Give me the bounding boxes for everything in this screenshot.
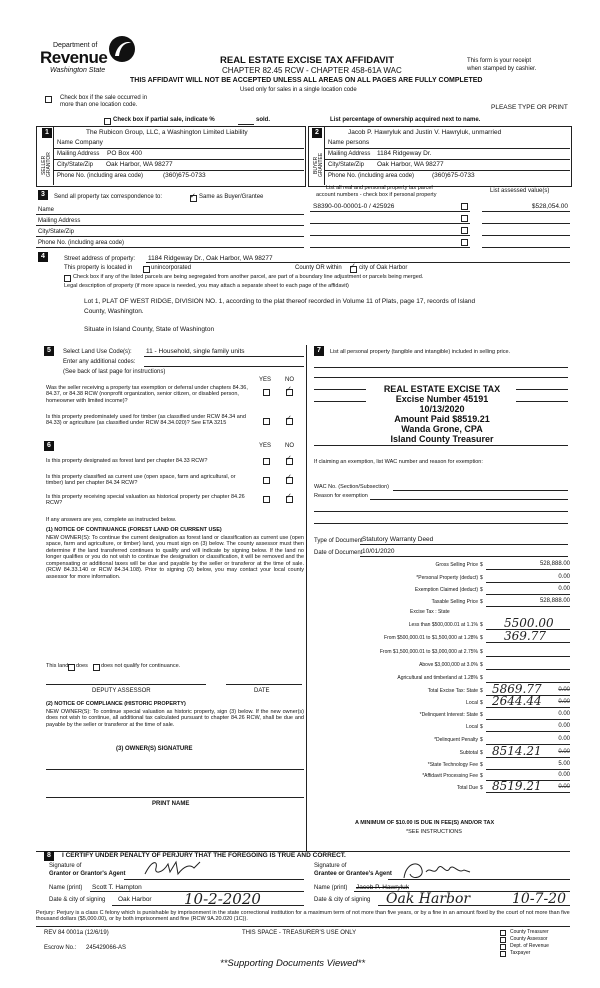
additional-codes-label: Enter any additional codes: <box>63 359 136 365</box>
calc-row-value[interactable]: 0.00 <box>558 699 570 705</box>
corr-city-label: City/State/Zip <box>38 229 75 235</box>
calc-row-label: Subtotal <box>459 750 478 756</box>
calc-row-dollar: $ <box>480 785 483 791</box>
s5-yes-header: YES <box>259 377 272 383</box>
calc-row-value[interactable]: 0.00 <box>558 711 570 717</box>
parcel-personal-checkbox-3[interactable] <box>461 227 468 234</box>
same-as-checkmark-icon: ✓ <box>190 193 196 200</box>
corr-mailing-label: Mailing Address <box>38 218 81 224</box>
personal-property-label: List all personal property (tangible and intangible) included in selling price. <box>330 349 511 355</box>
calc-row-handwritten-value[interactable]: 8514.21 <box>492 744 542 758</box>
s5-q2-no-checkmark-icon: ✓ <box>286 415 292 422</box>
receipt-note-1: This form is your receipt <box>467 58 532 64</box>
stamp-line-2: Excise Number 45191 <box>395 394 489 404</box>
located-label: This property is located in <box>64 265 133 271</box>
s6-q1-no-checkmark-icon: ✓ <box>286 455 292 462</box>
s5-question-1: Was the seller receiving a property tax exemption or deferral under chapters 84.36, 84.37, or 84.38 RCW (nonprofit organization, senior citizen, or disabled person, homeowner with limited income)? <box>46 385 248 404</box>
s5-q1-no-checkmark-icon: ✓ <box>286 386 292 393</box>
calc-row-handwritten-value[interactable]: 5869.77 <box>492 682 542 696</box>
certify-statement: I CERTIFY UNDER PENALTY OF PERJURY THAT THE FOREGOING IS TRUE AND CORRECT. <box>62 852 346 859</box>
grantor-date-place-label: Date & city of signing <box>49 897 106 903</box>
calc-row-label: Less than $500,000.01 at 1.1% <box>408 622 478 628</box>
buyer-names: Jacob P. Hawryluk and Justin V. Hawryluk, unmarried <box>348 129 502 136</box>
calc-row-value[interactable]: 0.00 <box>558 772 570 778</box>
distribution-checkbox[interactable] <box>500 937 506 943</box>
calc-row-value[interactable]: 528,888.00 <box>539 598 570 604</box>
calc-row-value[interactable]: 5.00 <box>558 761 570 767</box>
logo-line3: Washington State <box>50 67 106 74</box>
legal-line-3: Situate in Island County, State of Washington <box>84 326 215 333</box>
grantor-sig-label-1: Signature of <box>49 863 82 869</box>
calc-row-label: Total Excise Tax: State <box>427 688 478 694</box>
deputy-date-label: DATE <box>254 688 270 694</box>
section-7-number: 7 <box>314 346 324 356</box>
stamp-line-5: Wanda Grone, CPA <box>401 424 483 434</box>
calc-row-dollar: $ <box>480 622 483 628</box>
buyer-city-value[interactable]: Oak Harbor, WA 98277 <box>377 161 444 168</box>
s5-question-2: Is this property predominately used for timber (as classified under RCW 84.34 and 84.33) or agriculture (as classified under RCW 84.34.020)? See ETA 3215 <box>46 414 246 427</box>
calc-row-label: Taxable Selling Price <box>431 599 478 605</box>
assessed-header: List assessed value(s) <box>490 188 550 194</box>
grantor-sig-label-2: Grantor or Grantor's Agent <box>49 871 126 877</box>
see-instructions-note: *SEE INSTRUCTIONS <box>406 829 462 835</box>
exemption-label: If claiming an exemption, list WAC number and reason for exemption: <box>314 459 483 465</box>
buyer-name-label: Name <box>328 140 345 146</box>
doc-date-label: Date of Document <box>314 550 363 556</box>
calc-row-dollar: $ <box>480 712 483 718</box>
print-name-label: PRINT NAME <box>152 801 190 807</box>
land-does-checkbox[interactable] <box>68 664 75 671</box>
escrow-value: 245429066-AS <box>86 945 127 951</box>
deputy-assessor-label: DEPUTY ASSESSOR <box>92 688 151 694</box>
distribution-label: County Assessor <box>510 936 548 942</box>
segregated-label: Check box if any of the listed parcels are being segregated from another parcel, are part of a boundary line adjustment or parcels being merged. <box>73 274 424 280</box>
calc-row-dollar: $ <box>480 635 483 641</box>
partial-sale-label: Check box if partial sale, indicate % <box>113 117 215 123</box>
calc-row-label: Local <box>466 724 478 730</box>
treasurer-stamp <box>368 384 516 444</box>
calc-row-label: Above $3,000,000 at 3.0% <box>419 662 478 668</box>
doc-type-value[interactable]: Statutory Warranty Deed <box>362 536 434 543</box>
owner-signature-label: (3) OWNER(S) SIGNATURE <box>116 746 193 752</box>
grantor-signature[interactable] <box>140 856 230 880</box>
grantee-city-handwritten[interactable]: Oak Harbor <box>386 891 471 907</box>
calc-row-dollar: $ <box>480 587 483 593</box>
calc-row-value[interactable]: 0.00 <box>558 574 570 580</box>
calc-row-dollar: $ <box>480 575 483 581</box>
s6-q3-yes-checkbox[interactable] <box>263 496 270 503</box>
grantor-date-handwritten[interactable]: 10-2-2020 <box>184 890 261 908</box>
street-value[interactable]: 1184 Ridgeway Dr., Oak Harbor, WA 98277 <box>148 255 273 262</box>
logo-line1: Department of <box>53 42 98 49</box>
distribution-label: Taxpayer <box>510 950 531 956</box>
stamp-line-1: REAL ESTATE EXCISE TAX <box>383 384 501 394</box>
distribution-checkbox[interactable] <box>500 930 506 936</box>
calc-row-dollar: $ <box>480 562 483 568</box>
s6-question-3: Is this property receiving special valuation as historical property per chapter 84.26 RCW? <box>46 494 245 507</box>
calc-row-label: *Delinquent Interest: State <box>419 712 478 718</box>
section-8-number: 8 <box>44 851 54 861</box>
doc-type-label: Type of Document <box>314 538 363 544</box>
grantee-date-place-label: Date & city of signing <box>314 897 371 903</box>
calc-row-handwritten-value[interactable]: 8519.21 <box>492 779 542 793</box>
s5-q2-yes-checkbox[interactable] <box>263 418 270 425</box>
calc-row-value[interactable]: 0.00 <box>558 736 570 742</box>
calc-row-dollar: $ <box>480 700 483 706</box>
seller-side-label: SELLER GRANTOR <box>41 152 52 178</box>
calc-row-label: Total Due <box>456 785 478 791</box>
calc-row-dollar: $ <box>480 724 483 730</box>
calc-row-label: From $500,000.01 to $1,500,000 at 1.28% <box>384 635 478 641</box>
calc-row-dollar: $ <box>480 750 483 756</box>
escrow-label: Escrow No.: <box>44 945 77 951</box>
stamp-line-6: Island County Treasurer <box>390 434 494 444</box>
sold-label: sold. <box>256 117 271 123</box>
land-does-not-checkbox[interactable] <box>93 664 100 671</box>
calc-row-value[interactable]: 0.00 <box>558 749 570 755</box>
form-warning: THIS AFFIDAVIT WILL NOT BE ACCEPTED UNLESS ALL AREAS ON ALL PAGES ARE FULLY COMPLETED <box>130 77 483 84</box>
grantee-sig-label-1: Signature of <box>314 863 347 869</box>
s6-no-header: NO <box>285 443 294 449</box>
buyer-name-value[interactable]: persons <box>346 139 370 146</box>
calc-row-value[interactable]: 0.00 <box>558 723 570 729</box>
calc-row-label: Agricultural and timberland at 1.28% <box>397 675 478 681</box>
see-back-note: (See back of last page for instructions) <box>63 369 166 375</box>
distribution-label: Dept. of Revenue <box>510 943 549 949</box>
s6-question-1: Is this property designated as forest land per chapter 84.33 RCW? <box>46 458 208 464</box>
stamp-line-3: 10/13/2020 <box>419 404 465 414</box>
section-4-number: 4 <box>38 252 48 262</box>
unincorporated-label: unincorporated <box>151 265 192 271</box>
buyer-mailing-value[interactable]: 1184 Ridgeway Dr. <box>377 150 432 157</box>
reason-label: Reason for exemption <box>314 493 368 499</box>
section-6-number: 6 <box>44 441 54 451</box>
notice-1-title: (1) NOTICE OF CONTINUANCE (FOREST LAND OR CURRENT USE) <box>46 527 222 533</box>
parcel-header-2: account numbers - check box if personal property <box>316 192 437 198</box>
calc-row-dollar: $ <box>480 762 483 768</box>
grantor-city-value[interactable]: Oak Harbor <box>118 896 152 903</box>
calc-row-dollar: $ <box>480 662 483 668</box>
dor-logo <box>40 42 132 76</box>
land-does-not-label: does not qualify for continuance. <box>101 663 181 669</box>
calc-row-dollar: $ <box>480 649 483 655</box>
s6-yes-header: YES <box>259 443 272 449</box>
rev-number: REV 84 0001a (12/6/19) <box>44 930 109 936</box>
legal-line-1: Lot 1, PLAT OF WEST RIDGE, DIVISION NO. 1, according to the plat thereof recorded in Volume 11 of Plats, page 17, records of Island <box>84 298 476 305</box>
notice-2-title: (2) NOTICE OF COMPLIANCE (HISTORIC PROPERTY) <box>46 701 186 707</box>
calc-row-value[interactable]: 0.00 <box>558 586 570 592</box>
seller-name-label: Name <box>57 140 74 146</box>
excise-tax-state-label: Excise Tax : State <box>410 609 450 615</box>
grantee-signature[interactable] <box>400 858 480 884</box>
multi-location-label-2: more than one location code. <box>60 102 138 108</box>
calc-row-value[interactable]: 0.00 <box>558 687 570 693</box>
legal-description-label: Legal description of property (if more space is needed, you may attach a separate sheet to each page of the affidavit) <box>64 283 349 289</box>
grantor-name-value[interactable]: Scott T. Hampton <box>92 884 142 891</box>
grantee-date-handwritten[interactable]: 10-7-20 <box>512 891 566 907</box>
seller-city-value[interactable]: Oak Harbor, WA 98277 <box>106 161 173 168</box>
doc-date-value[interactable]: 10/01/2020 <box>362 548 395 555</box>
grantee-sig-label-2: Grantee or Grantee's Agent <box>314 871 392 877</box>
calc-row-label: *Delinquent Penalty <box>434 737 478 743</box>
multi-location-label-1: Check box if the sale occurred in <box>60 95 148 101</box>
form-subtitle: CHAPTER 82.45 RCW - CHAPTER 458-61A WAC <box>222 66 402 75</box>
calc-row-value[interactable]: 0.00 <box>558 784 570 790</box>
city-checkmark-icon: ✓ <box>350 263 356 270</box>
parcel-personal-checkbox-2[interactable] <box>461 215 468 222</box>
if-any-note: If any answers are yes, complete as instructed below. <box>46 517 177 523</box>
section-5-number: 5 <box>44 346 54 356</box>
seller-phone-value[interactable]: (360)675-0733 <box>163 172 206 179</box>
minimum-note: A MINIMUM OF $10.00 IS DUE IN FEE(S) AND/OR TAX <box>355 820 495 826</box>
distribution-label: County Treasurer <box>510 929 549 935</box>
receipt-note-2: when stamped by cashier. <box>467 66 537 72</box>
calc-row-handwritten-value[interactable]: 5500.00 <box>504 616 554 630</box>
seller-name-value[interactable]: Company <box>75 139 103 146</box>
land-use-label: Select Land Use Code(s): <box>63 349 132 355</box>
section-3-number: 3 <box>38 190 48 200</box>
logo-line2: Revenue <box>40 48 108 67</box>
calc-row-value[interactable]: 528,888.00 <box>539 561 570 567</box>
county-or-label: County OR within <box>295 265 342 271</box>
seller-mailing-label: Mailing Address <box>57 151 100 157</box>
parcel-number-value[interactable]: S8390-00-00001-0 / 425926 <box>313 203 395 210</box>
wac-label: WAC No. (Section/Subsection) <box>314 484 389 490</box>
land-does-label: does <box>76 663 88 669</box>
list-percentage-label: List percentage of ownership acquired next to name. <box>330 117 481 123</box>
treasurer-only-label: THIS SPACE - TREASURER'S USE ONLY <box>242 930 357 936</box>
street-label: Street address of property: <box>64 256 136 262</box>
s6-q2-no-checkmark-icon: ✓ <box>286 474 292 481</box>
unincorporated-checkbox[interactable] <box>143 266 150 273</box>
used-only-note: Used only for sales in a single location code <box>240 87 357 93</box>
section-1-number: 1 <box>42 128 52 138</box>
city-of-label: city of Oak Harbor <box>359 265 408 271</box>
calc-row-label: Exemption Claimed (deduct) <box>414 587 478 593</box>
calc-row-dollar: $ <box>480 599 483 605</box>
seller-org: The Rubicon Group, LLC, a Washington Limited Liability <box>86 129 248 136</box>
land-use-value[interactable]: 11 - Household, single family units <box>146 348 245 355</box>
seller-mailing-value[interactable]: PO Box 400 <box>107 150 143 157</box>
supporting-documents-note: **Supporting Documents Viewed** <box>220 958 366 969</box>
form-title: REAL ESTATE EXCISE TAX AFFIDAVIT <box>220 55 395 66</box>
same-as-buyer-label: Same as Buyer/Grantee <box>199 194 264 200</box>
notice-2-text: NEW OWNER(S): To continue special valuation as historic property, sign (3) below. If the new owner(s) does not wish to continue, all additional tax calculated pursuant to chapter 84.26 RCW, shall be due and payable by the seller or transferor at the time of sale. <box>46 709 304 728</box>
dor-swoosh-icon <box>107 34 137 64</box>
grantee-name-print-label: Name (print) <box>314 885 348 891</box>
perjury-notice: Perjury: Perjury is a class C felony which is punishable by imprisonment in the state correctional institution for a maximum term of not more than five years, or by a fine in an amount fixed by the court of not more than five thousand dollars ($5,000.00), or by both imprisonment and fine (RCW 9A.20.020 (1C)). <box>36 910 570 923</box>
s5-no-header: NO <box>285 377 294 383</box>
parcel-personal-checkbox-1[interactable] <box>461 203 468 210</box>
legal-line-2: County, Washington. <box>84 308 144 315</box>
s6-q2-yes-checkbox[interactable] <box>263 477 270 484</box>
corr-name-label: Name <box>38 207 55 213</box>
buyer-phone-value[interactable]: (360)675-0733 <box>432 172 475 179</box>
buyer-side-label: BUYER GRANTEE <box>313 152 324 178</box>
buyer-mailing-label: Mailing Address <box>328 151 371 157</box>
parcel-header-1: List all real and personal property tax parcel <box>326 185 433 191</box>
stamp-line-4: Amount Paid $8519.21 <box>394 414 490 424</box>
calc-row-label: *State Technology Fee <box>427 762 478 768</box>
multi-location-checkbox[interactable] <box>45 96 52 103</box>
distribution-checkbox[interactable] <box>500 951 506 957</box>
calc-row-handwritten-value[interactable]: 2644.44 <box>492 694 542 708</box>
partial-sale-checkbox[interactable] <box>104 118 111 125</box>
correspondence-label: Send all property tax correspondence to: <box>54 194 163 200</box>
seller-city-label: City/State/Zip <box>57 162 94 168</box>
land-qualify-label: This land <box>46 663 69 669</box>
calc-row-dollar: $ <box>480 773 483 779</box>
s6-question-2: Is this property classified as current use (open space, farm and agricultural, or timber) land per chapter 84.34 RCW? <box>46 474 236 487</box>
buyer-city-label: City/State/Zip <box>328 162 365 168</box>
section-2-number: 2 <box>312 128 322 138</box>
grantor-name-print-label: Name (print) <box>49 885 83 891</box>
notice-1-text: NEW OWNER(S): To continue the current designation as forest land or classification as current use (open space, farm and agriculture, or timber) land, you must sign on (3) below. The county assessor must then determine if the land transferred continues to qualify and will indicate by signing below. If the land no longer qualifies or you do not wish to continue the designation or classification, it will be removed and the compensating or additional taxes will be due and payable by the seller or transferor at the time of sale. (RCW 84.33.140 or RCW 84.34.108). Prior to signing (3) below, you may contact your local county assessor for more information. <box>46 535 304 580</box>
calc-row-dollar: $ <box>480 675 483 681</box>
calc-row-label: From $1,500,000.01 to $3,000,000 at 2.75% <box>379 649 478 655</box>
s6-q1-yes-checkbox[interactable] <box>263 458 270 465</box>
calc-row-label: *Affidavit Processing Fee <box>422 773 478 779</box>
calc-row-dollar: $ <box>480 688 483 694</box>
corr-phone-label: Phone No. (including area code) <box>38 240 125 246</box>
calc-row-handwritten-value[interactable]: 369.77 <box>504 629 546 643</box>
calc-row-dollar: $ <box>480 737 483 743</box>
please-type-note: PLEASE TYPE OR PRINT <box>491 104 568 111</box>
s5-q1-yes-checkbox[interactable] <box>263 389 270 396</box>
parcel-personal-checkbox-4[interactable] <box>461 239 468 246</box>
calc-row-label: *Personal Property (deduct) <box>416 575 478 581</box>
buyer-phone-label: Phone No. (including area code) <box>328 173 415 179</box>
distribution-checkbox[interactable] <box>500 944 506 950</box>
calc-row-label: Gross Selling Price <box>435 562 478 568</box>
seller-phone-label: Phone No. (including area code) <box>57 173 144 179</box>
calc-row-label: Local <box>466 700 478 706</box>
grantee-name-value[interactable]: Jacob P. Hawryluk <box>356 884 409 891</box>
s6-q3-no-checkmark-icon: ✓ <box>286 493 292 500</box>
segregated-checkbox[interactable] <box>64 275 71 282</box>
assessed-value[interactable]: $528,054.00 <box>531 203 568 210</box>
